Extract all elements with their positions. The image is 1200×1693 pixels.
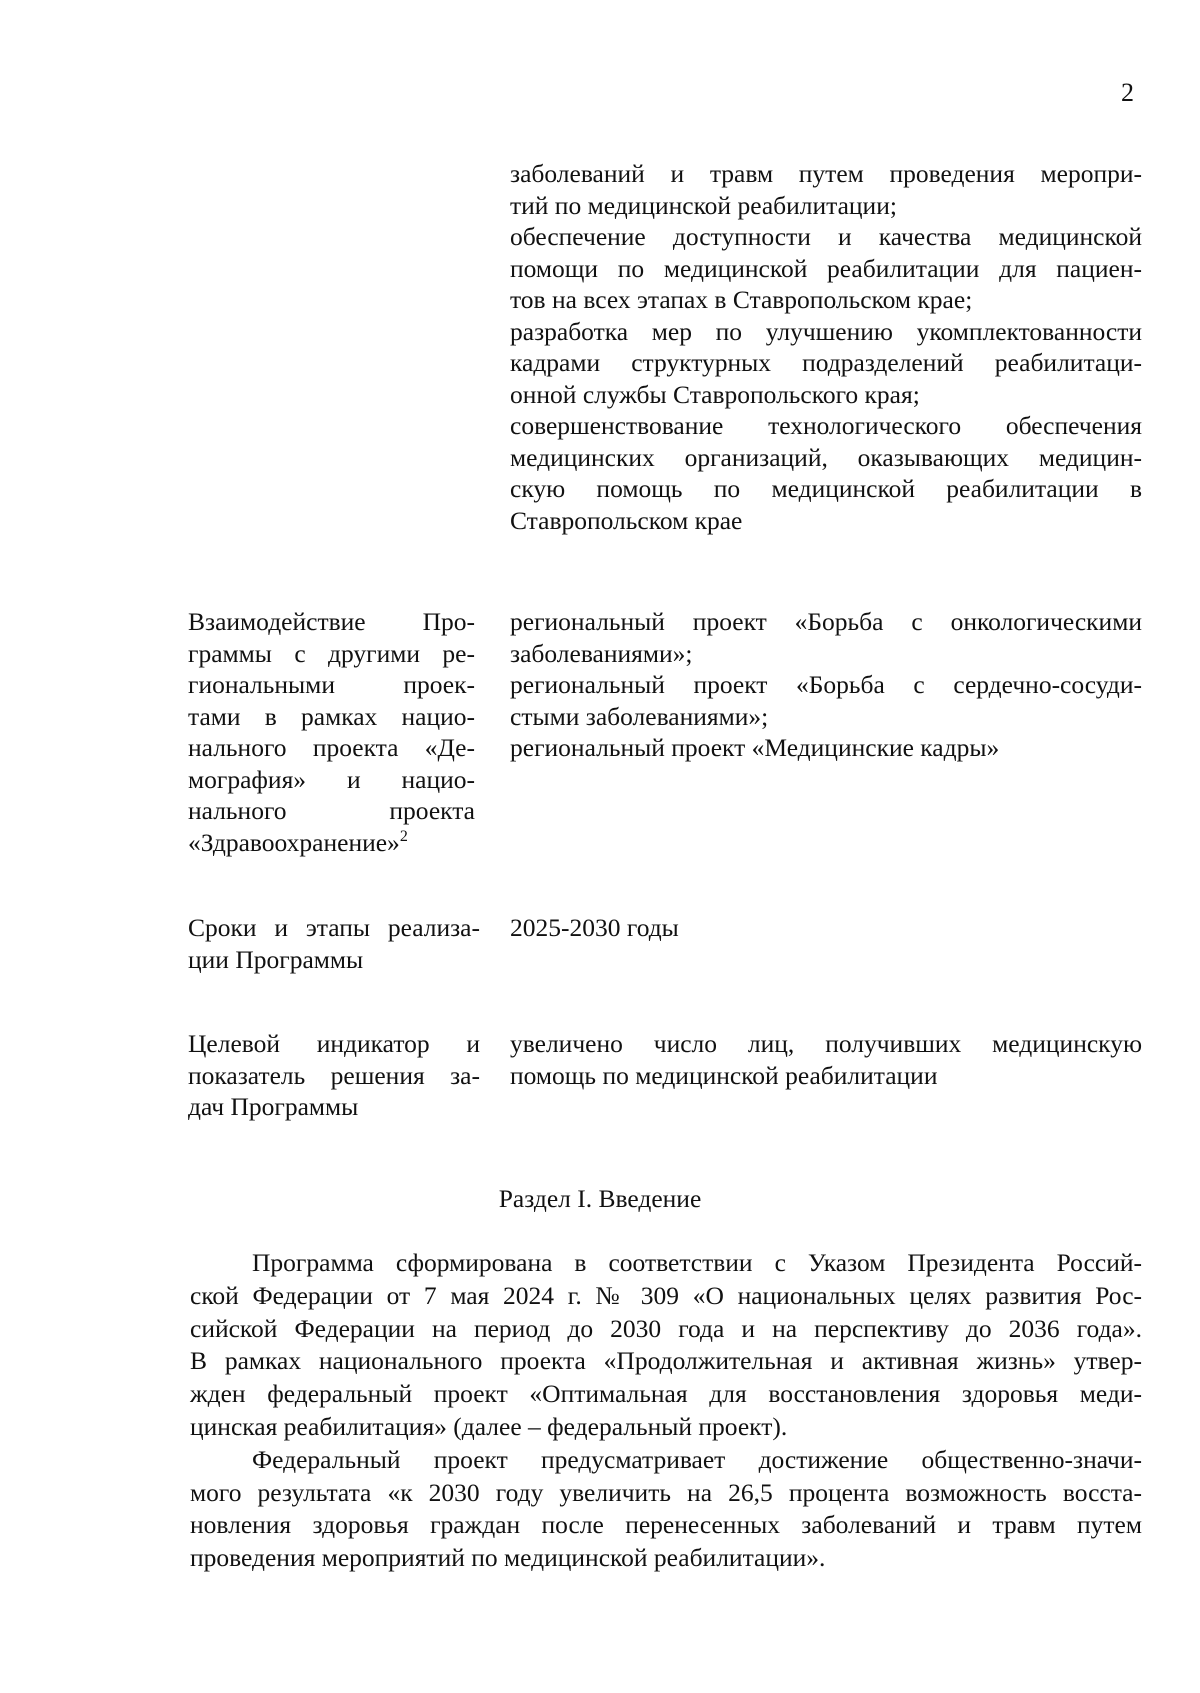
text-line: гиональными проек- bbox=[188, 670, 475, 699]
text-line: В рамках национального проекта «Продолжительная и активная жизнь» утвер- bbox=[190, 1346, 1142, 1376]
section-heading: Раздел I. Введение bbox=[498, 1184, 702, 1213]
text-line: онной службы Ставропольского края; bbox=[510, 379, 920, 409]
text-line: заболеваниями»; bbox=[510, 638, 693, 668]
text-line: тов на всех этапах в Ставропольском крае; bbox=[510, 285, 973, 314]
row-value bbox=[510, 606, 1142, 764]
text-line: разработка мер по улучшению укомплектованности bbox=[510, 316, 1142, 346]
text-line: ции Программы bbox=[188, 944, 364, 974]
text-line: тами в рамках нацио- bbox=[188, 701, 475, 731]
text-line: заболеваний и травм путем проведения меропри- bbox=[510, 159, 1142, 188]
row-value bbox=[510, 1028, 1142, 1091]
text-line: увеличено число лиц, получивших медицинскую bbox=[510, 1029, 1142, 1058]
section-body bbox=[190, 1247, 1142, 1575]
text-line: региональный проект «Борьба с онкологическими bbox=[510, 607, 1142, 636]
text-line: Сроки и этапы реализа- bbox=[188, 913, 480, 942]
text-line: мого результата «к 2030 году увеличить на 26,5 процента возможность восста- bbox=[190, 1477, 1142, 1507]
text-line: помощь по медицинской реабилитации bbox=[510, 1060, 938, 1090]
text-line: скую помощь по медицинской реабилитации в bbox=[510, 474, 1142, 503]
text-line: обеспечение доступности и качества медицинской bbox=[510, 222, 1142, 251]
text-line: нального проекта bbox=[188, 796, 475, 825]
text-line: Программа сформирована в соответствии с Указом Президента Россий- bbox=[252, 1248, 1142, 1277]
row-label bbox=[188, 606, 475, 858]
text-line: мография» и нацио- bbox=[188, 764, 475, 794]
text-line: региональный проект «Медицинские кадры» bbox=[510, 733, 1000, 762]
text-line: показатель решения за- bbox=[188, 1060, 480, 1090]
text-line: кадрами структурных подразделений реабилитаци- bbox=[510, 348, 1142, 377]
text-line: региональный проект «Борьба с сердечно-сосуди- bbox=[510, 670, 1142, 699]
text-line: Ставропольском крае bbox=[510, 505, 743, 535]
footnote-mark: 2 bbox=[399, 827, 408, 845]
row-value bbox=[510, 912, 1142, 944]
text-line: нального проекта «Де- bbox=[188, 733, 475, 762]
text-line: медицинских организаций, оказывающих медицин- bbox=[510, 442, 1142, 472]
page-number: 2 bbox=[1121, 78, 1134, 107]
text-line: Целевой индикатор и bbox=[188, 1029, 480, 1058]
text-line: тий по медицинской реабилитации; bbox=[510, 190, 897, 220]
text-line: новления здоровья граждан после перенесенных заболеваний и травм путем bbox=[190, 1510, 1142, 1540]
text-line: жден федеральный проект «Оптимальная для восстановления здоровья меди- bbox=[190, 1379, 1142, 1409]
row-label bbox=[188, 1028, 480, 1123]
text-line: цинская реабилитация» (далее – федеральный проект). bbox=[190, 1411, 788, 1441]
text-line bbox=[188, 827, 475, 859]
text-line: ской Федерации от 7 мая 2024 г. № 309 «О национальных целях развития Рос- bbox=[190, 1280, 1142, 1310]
text-line: помощи по медицинской реабилитации для пациен- bbox=[510, 253, 1142, 283]
paragraph bbox=[190, 1247, 1142, 1444]
text-line: дач Программы bbox=[188, 1092, 359, 1121]
text-line: стыми заболеваниями»; bbox=[510, 701, 769, 731]
text-line: сийской Федерации на период до 2030 года и на перспективу до 2036 года». bbox=[190, 1313, 1142, 1343]
text-line: Взаимодействие Про- bbox=[188, 607, 475, 636]
text-line: граммы с другими ре- bbox=[188, 638, 475, 668]
row-label bbox=[188, 912, 480, 975]
paragraph bbox=[190, 1444, 1142, 1575]
label-text: «Здравоохранение» bbox=[188, 827, 400, 857]
text-line: совершенствование технологического обеспечения bbox=[510, 411, 1142, 440]
text-line: 2025-2030 годы bbox=[510, 913, 679, 942]
tasks-continuation bbox=[510, 158, 1142, 536]
text-line: Федеральный проект предусматривает достижение общественно-значи- bbox=[252, 1444, 1142, 1474]
text-line: проведения мероприятий по медицинской реабилитации». bbox=[190, 1543, 826, 1573]
